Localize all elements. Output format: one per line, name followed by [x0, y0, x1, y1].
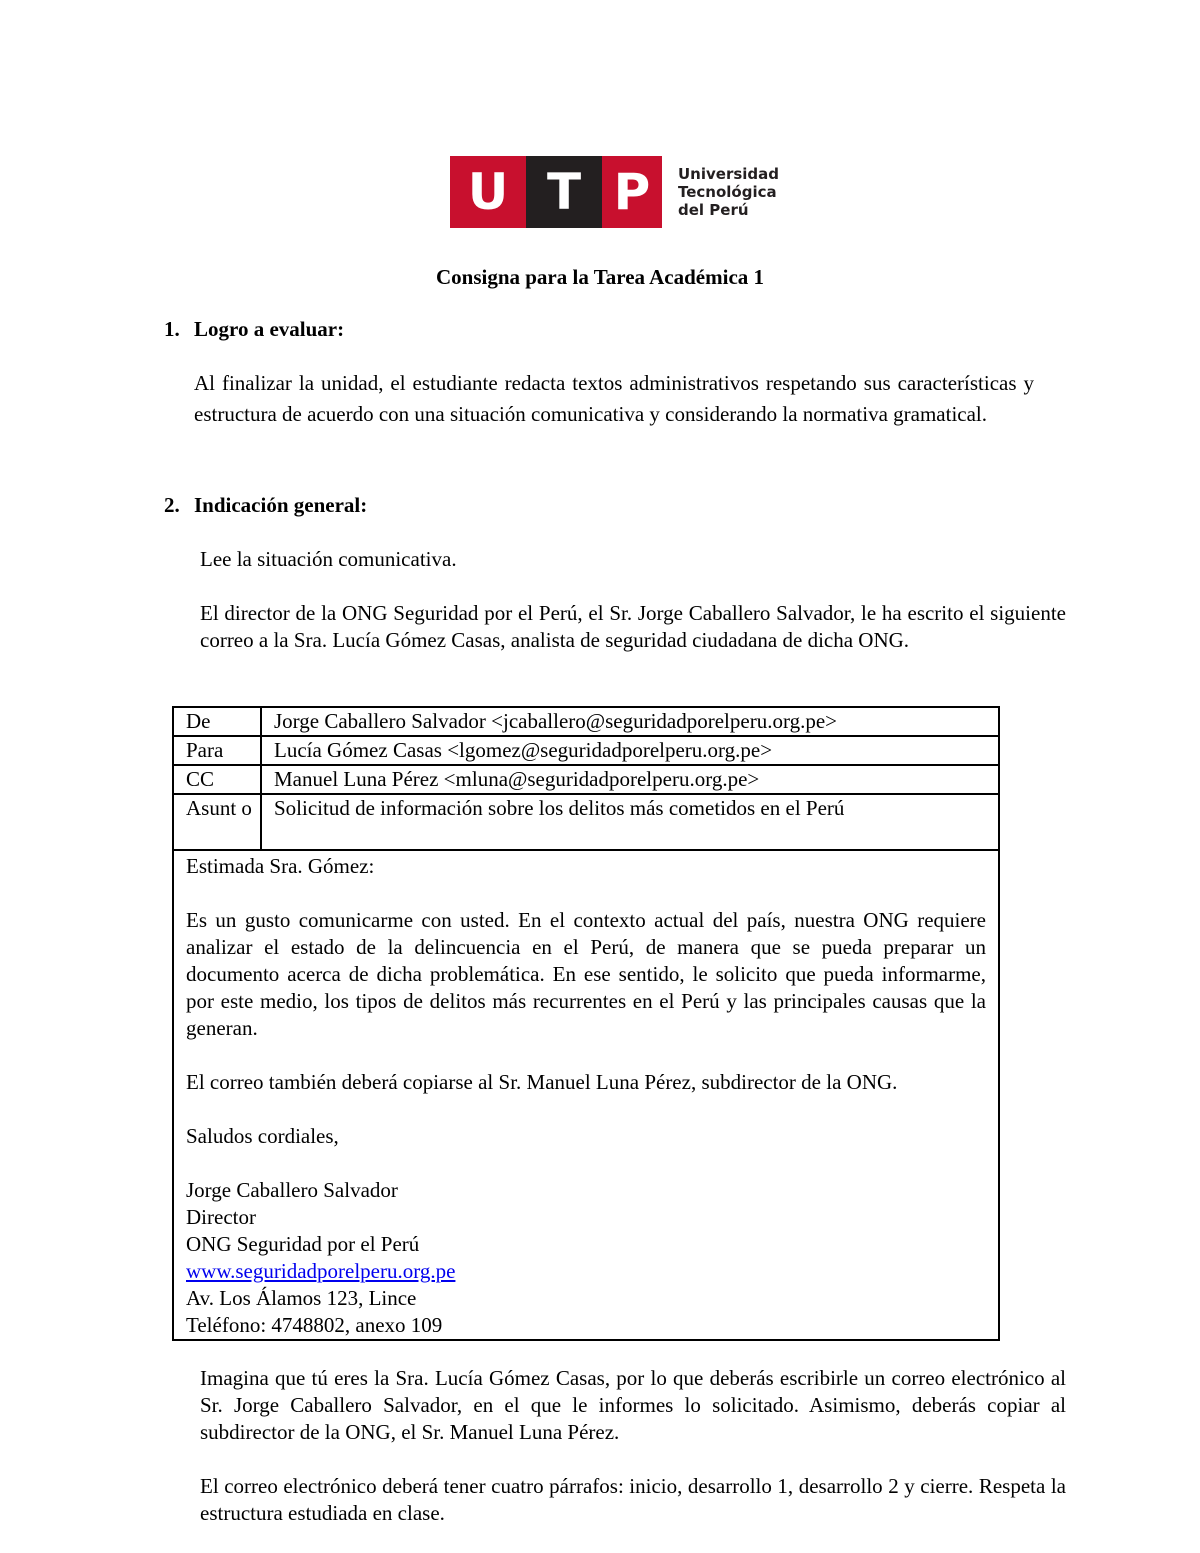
- email-label-cc: CC: [174, 766, 262, 793]
- email-row-to: [174, 737, 998, 766]
- section-2-intro: Lee la situación comunicativa.: [200, 547, 457, 571]
- section-2-context: El director de la ONG Seguridad por el Perú, el Sr. Jorge Caballero Salvador, le ha escrito el siguiente correo a la Sra. Lucía Gómez Casas, analista de seguridad ciudadana de dicha ONG.: [200, 601, 1066, 652]
- section-1-heading: [164, 317, 344, 342]
- section-1-text: Al finalizar la unidad, el estudiante redacta textos administrativos respetando sus características y estructura de acuerdo con una situación comunicativa y considerando la normativa gramatical.: [194, 371, 1034, 426]
- signature-org: ONG Seguridad por el Perú: [186, 1232, 420, 1256]
- logo-letter-p: P: [602, 156, 662, 228]
- email-value-from: Jorge Caballero Salvador <jcaballero@seguridadporelperu.org.pe>: [274, 709, 837, 733]
- logo-wordmark: [678, 165, 779, 228]
- section-1-number: 1.: [164, 317, 180, 341]
- logo-letter-u: U: [450, 156, 526, 228]
- email-paragraph-2: El correo también deberá copiarse al Sr. Manuel Luna Pérez, subdirector de la ONG.: [186, 1070, 898, 1094]
- logo-text-line-3: del Perú: [678, 201, 749, 219]
- email-label-to: Para: [174, 737, 262, 764]
- email-label-subject: Asunt o: [174, 795, 262, 849]
- email-row-cc: [174, 766, 998, 795]
- logo-letter-t: T: [526, 156, 602, 228]
- email-value-cc: Manuel Luna Pérez <mluna@seguridadporelperu.org.pe>: [274, 767, 760, 791]
- section-2-title: Indicación general:: [194, 493, 368, 517]
- signature-phone: Teléfono: 4748802, anexo 109: [186, 1313, 443, 1337]
- section-1-title: Logro a evaluar:: [194, 317, 345, 341]
- signature-role: Director: [186, 1205, 256, 1229]
- signature-website-link[interactable]: www.seguridadporelperu.org.pe: [186, 1259, 456, 1283]
- instructions-paragraph-1: Imagina que tú eres la Sra. Lucía Gómez Casas, por lo que deberás escribirle un correo electrónico al Sr. Jorge Caballero Salvador, en el que le informes lo solicitado. Asimismo, deberás copiar al subdirector de la ONG, el Sr. Manuel Luna Pérez.: [200, 1366, 1066, 1444]
- email-value-to: Lucía Gómez Casas <lgomez@seguridadporelperu.org.pe>: [274, 738, 773, 762]
- email-row-subject: [174, 795, 998, 851]
- utp-logo: [450, 156, 779, 228]
- email-greeting: Estimada Sra. Gómez:: [186, 854, 375, 878]
- email-table: [172, 706, 1000, 1341]
- section-2-number: 2.: [164, 493, 180, 517]
- section-2-heading: [164, 493, 367, 518]
- logo-text-line-2: Tecnológica: [678, 183, 777, 201]
- signature-address: Av. Los Álamos 123, Lince: [186, 1286, 417, 1310]
- signature-name: Jorge Caballero Salvador: [186, 1178, 398, 1202]
- email-closing: Saludos cordiales,: [186, 1124, 339, 1148]
- email-label-from: De: [174, 708, 262, 735]
- email-value-subject: Solicitud de información sobre los delitos más cometidos en el Perú: [274, 796, 845, 820]
- email-paragraph-1: Es un gusto comunicarme con usted. En el contexto actual del país, nuestra ONG requiere analizar el estado de la delincuencia en el Perú, de manera que se pueda preparar un documento acerca de dicha problemática. En ese sentido, le solicito que pueda informarme, por este medio, los tipos de delitos más recurrentes en el Perú y las principales causas que la generan.: [186, 908, 986, 1040]
- instructions-paragraph-2: El correo electrónico deberá tener cuatro párrafos: inicio, desarrollo 1, desarrollo 2 y cierre. Respeta la estructura estudiada en clase.: [200, 1474, 1066, 1525]
- email-row-from: [174, 708, 998, 737]
- logo-text-line-1: Universidad: [678, 165, 780, 183]
- document-title: Consigna para la Tarea Académica 1: [435, 265, 765, 289]
- email-body: [174, 851, 998, 1339]
